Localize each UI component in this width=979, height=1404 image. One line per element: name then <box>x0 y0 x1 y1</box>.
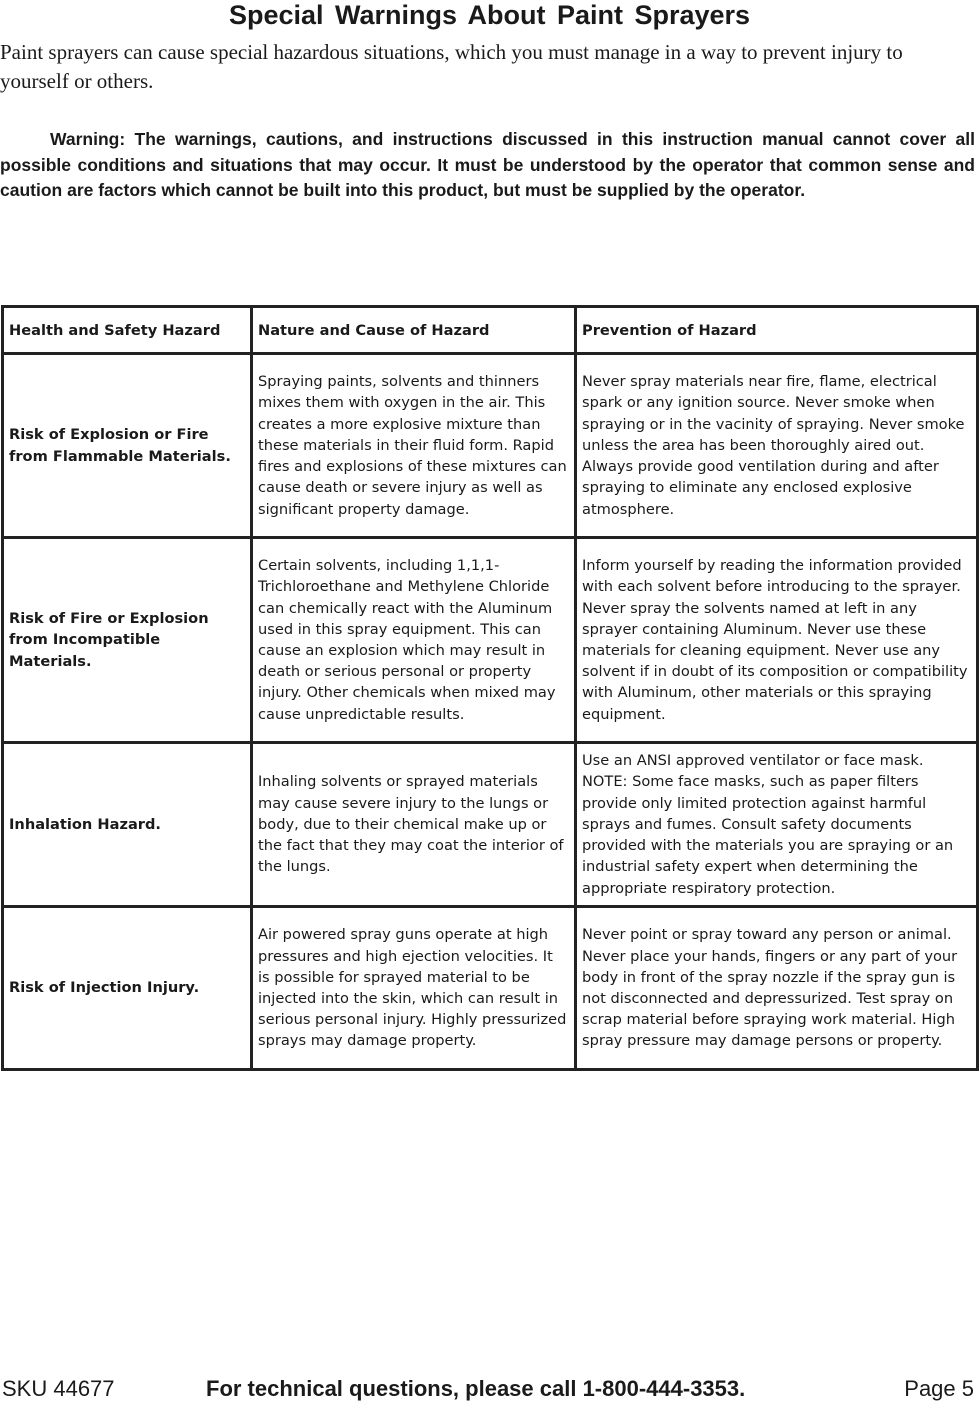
hazard-cell: Risk of Injection Injury. <box>3 907 252 1070</box>
sku-label: SKU 44677 <box>2 1376 115 1401</box>
intro-paragraph: Paint sprayers can cause special hazardous situations, which you must manage in a way to prevent injury to yourself or others. <box>0 40 903 93</box>
prevention-cell: Inform yourself by reading the information provided with each solvent before introducing to the sprayer. Never spray the solvents named at left in any sprayer containing Aluminum. Never use these materials for cleaning equipment. Never use any solvent if in doubt of its composition or compatibility with Aluminum, other materials or this spraying equipment. <box>576 538 978 743</box>
warning-paragraph: Warning: The warnings, cautions, and instructions discussed in this instruction manual cannot cover all possible conditions and situations that may occur. It must be understood by the operator that common sense and caution are factors which cannot be built into this product, but must be supplied by the operator. <box>0 129 975 200</box>
table-row <box>3 354 978 538</box>
prevention-cell: Never point or spray toward any person or animal. Never place your hands, fingers or any part of your body in front of the spray nozzle if the spray gun is not disconnected and depressurized. Test spray on scrap material before spraying work material. High spray pressure may damage persons or property. <box>576 907 978 1070</box>
prevention-cell: Use an ANSI approved ventilator or face mask. NOTE: Some face masks, such as paper filters provide only limited protection against harmful sprays and fumes. Consult safety documents provided with the materials you are spraying or an industrial safety expert when determining the appropriate respiratory protection. <box>576 743 978 907</box>
hazard-table <box>1 305 979 1071</box>
table-row <box>3 743 978 907</box>
page-title: Special Warnings About Paint Sprayers <box>228 0 751 30</box>
table-row <box>3 538 978 743</box>
hazard-cell: Inhalation Hazard. <box>3 743 252 907</box>
hazard-cell: Risk of Explosion or Fire from Flammable Materials. <box>3 354 252 538</box>
page-footer <box>0 1374 979 1404</box>
technical-questions-line: For technical questions, please call 1-800-444-3353. <box>206 1376 746 1401</box>
nature-cell: Certain solvents, including 1,1,1-Trichloroethane and Methylene Chloride can chemically react with the Aluminum used in this spray equipment. This can cause an explosion which may result in death or serious personal or property injury. Other chemicals when mixed may cause unpredictable results. <box>252 538 576 743</box>
table-header-row <box>3 307 978 354</box>
header-health-safety-hazard: Health and Safety Hazard <box>3 307 252 354</box>
nature-cell: Inhaling solvents or sprayed materials may cause severe injury to the lungs or body, due to their chemical make up or the fact that they may coat the interior of the lungs. <box>252 743 576 907</box>
nature-cell: Air powered spray guns operate at high pressures and high ejection velocities. It is possible for sprayed material to be injected into the skin, which can result in serious personal injury. Highly pressurized sprays may damage property. <box>252 907 576 1070</box>
table-row <box>3 907 978 1070</box>
header-prevention: Prevention of Hazard <box>576 307 978 354</box>
header-nature-cause: Nature and Cause of Hazard <box>252 307 576 354</box>
page-number: Page 5 <box>904 1376 974 1401</box>
prevention-cell: Never spray materials near fire, flame, electrical spark or any ignition source. Never smoke when spraying or in the vacinity of spraying. Never smoke unless the area has been thoroughly aired out. Always provide good ventilation during and after spraying to eliminate any enclosed explosive atmosphere. <box>576 354 978 538</box>
hazard-cell: Risk of Fire or Explosion from Incompatible Materials. <box>3 538 252 743</box>
nature-cell: Spraying paints, solvents and thinners mixes them with oxygen in the air. This creates a more explosive mixture than these materials in their fluid form. Rapid fires and explosions of these mixtures can cause death or severe injury as well as significant property damage. <box>252 354 576 538</box>
